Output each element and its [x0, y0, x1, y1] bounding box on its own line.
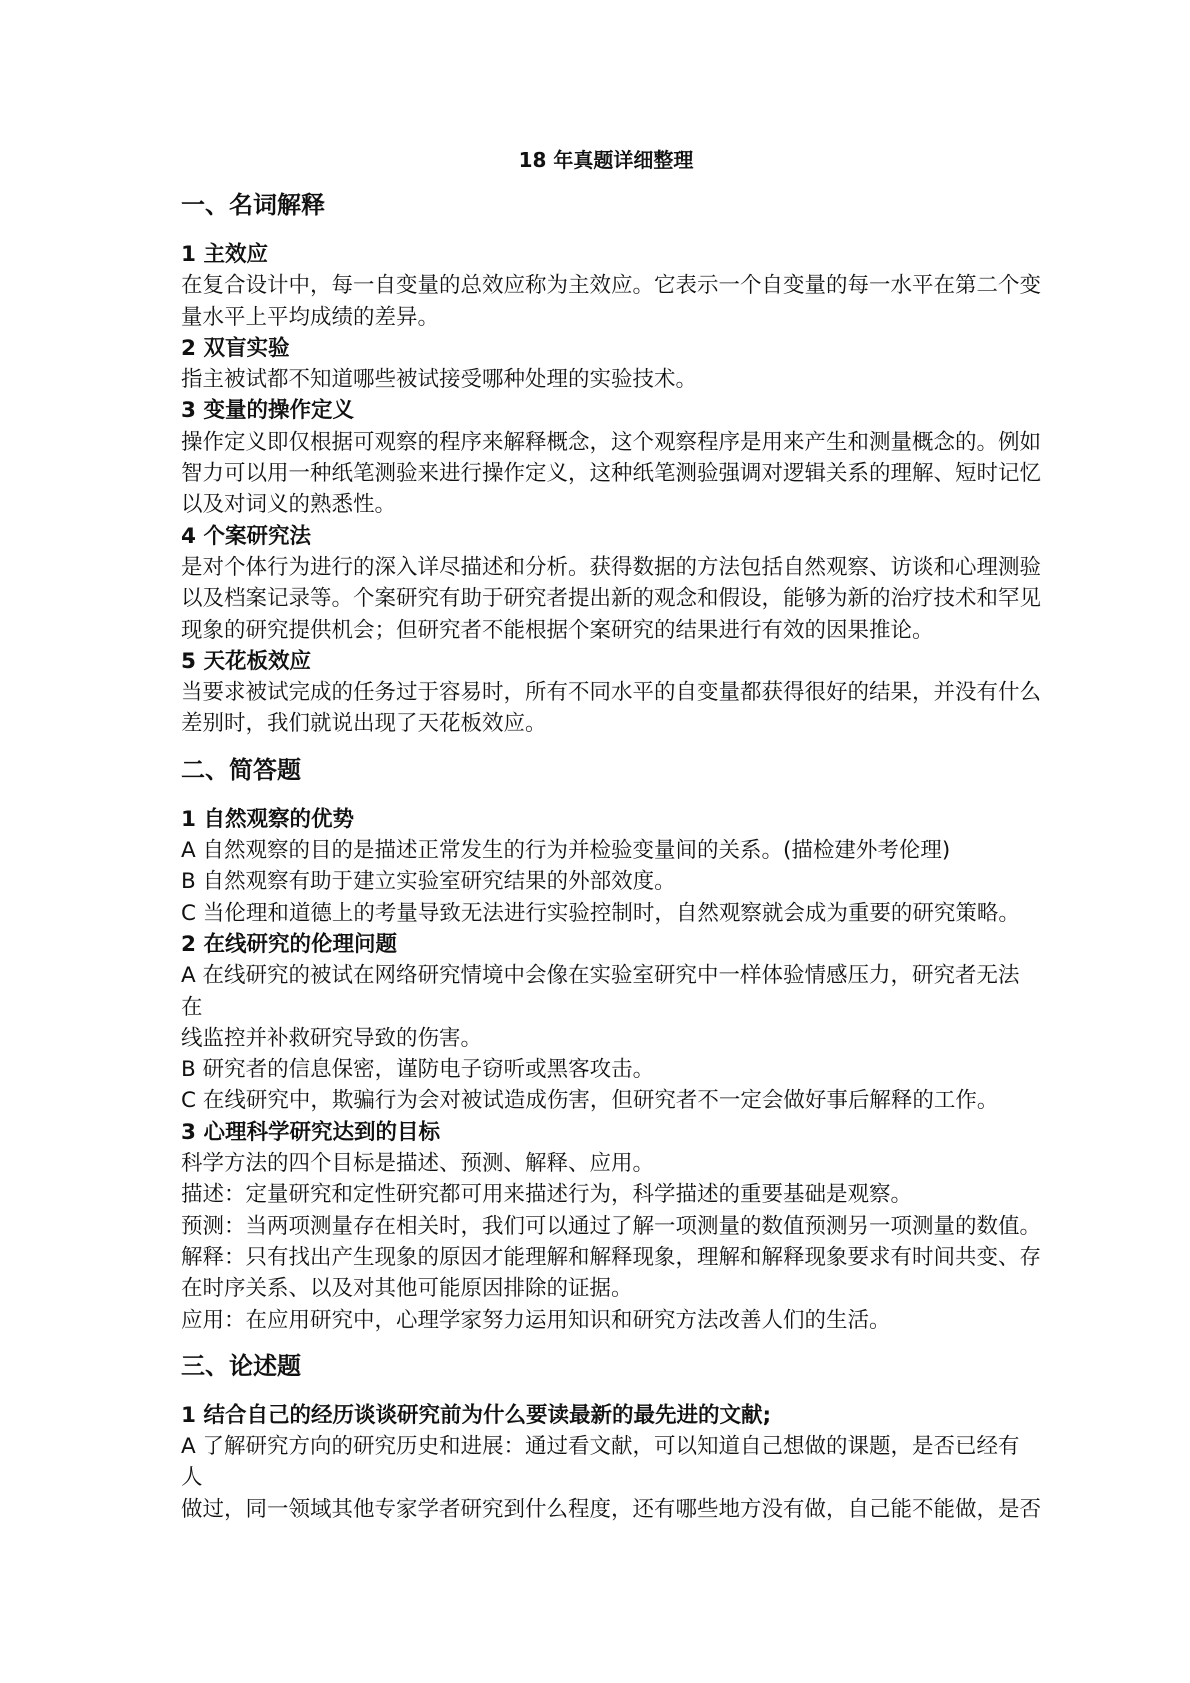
answer-text-line: A 在线研究的被试在网络研究情境中会像在实验室研究中一样体验情感压力，研究者无法	[181, 963, 1020, 989]
answer-text-line: A 自然观察的目的是描述正常发生的行为并检验变量间的关系。(描检建外考伦理)	[181, 838, 951, 864]
question-heading: 1 结合自己的经历谈谈研究前为什么要读最新的最先进的文献;	[181, 1402, 772, 1428]
answer-text-line: 是对个体行为进行的深入详尽描述和分析。获得数据的方法包括自然观察、访谈和心理测验	[181, 554, 1042, 580]
document-body	[181, 190, 1041, 1525]
section-heading: 一、名词解释	[181, 191, 325, 219]
question-heading: 1 自然观察的优势	[181, 806, 354, 832]
answer-text-line: C 在线研究中，欺骗行为会对被试造成伤害，但研究者不一定会做好事后解释的工作。	[181, 1088, 999, 1114]
question-heading: 2 双盲实验	[181, 335, 290, 361]
answer-text-line: 解释：只有找出产生现象的原因才能理解和解释现象，理解和解释现象要求有时间共变、存	[181, 1244, 1042, 1270]
answer-text-line: B 自然观察有助于建立实验室研究结果的外部效度。	[181, 869, 676, 895]
section-heading: 三、论述题	[181, 1351, 301, 1380]
answer-text-line: 现象的研究提供机会；但研究者不能根据个案研究的结果进行有效的因果推论。	[181, 617, 934, 643]
answer-text-line: 在	[181, 994, 203, 1020]
document-page	[181, 145, 1041, 1525]
answer-text-line: 量水平上平均成绩的差异。	[181, 304, 440, 330]
answer-text-line: 预测：当两项测量存在相关时，我们可以通过了解一项测量的数值预测另一项测量的数值。	[181, 1213, 1042, 1239]
answer-text-line: 差别时，我们就说出现了天花板效应。	[181, 711, 547, 737]
question-heading: 3 心理科学研究达到的目标	[181, 1119, 440, 1145]
question-heading: 3 变量的操作定义	[181, 398, 354, 424]
answer-text-line: C 当伦理和道德上的考量导致无法进行实验控制时，自然观察就会成为重要的研究策略。	[181, 900, 1020, 926]
section-heading: 二、简答题	[181, 755, 301, 784]
answer-text-line: 在复合设计中，每一自变量的总效应称为主效应。它表示一个自变量的每一水平在第二个变	[181, 273, 1042, 299]
answer-text-line: 应用：在应用研究中，心理学家努力运用知识和研究方法改善人们的生活。	[181, 1307, 891, 1333]
question-heading: 4 个案研究法	[181, 523, 311, 549]
answer-text-line: 人	[181, 1465, 203, 1491]
answer-text-line: 以及档案记录等。个案研究有助于研究者提出新的观念和假设，能够为新的治疗技术和罕见	[181, 586, 1042, 612]
answer-text-line: A 了解研究方向的研究历史和进展：通过看文献，可以知道自己想做的课题，是否已经有	[181, 1434, 1020, 1460]
answer-text-line: 做过，同一领域其他专家学者研究到什么程度，还有哪些地方没有做，自己能不能做，是否	[181, 1496, 1042, 1522]
answer-text-line: 指主被试都不知道哪些被试接受哪种处理的实验技术。	[181, 367, 698, 393]
answer-text-line: 操作定义即仅根据可观察的程序来解释概念，这个观察程序是用来产生和测量概念的。例如	[181, 429, 1042, 455]
question-heading: 2 在线研究的伦理问题	[181, 931, 397, 957]
answer-text-line: 线监控并补救研究导致的伤害。	[181, 1025, 483, 1051]
question-heading: 1 主效应	[181, 242, 268, 267]
answer-text-line: 在时序关系、以及对其他可能原因排除的证据。	[181, 1276, 633, 1302]
document-title: 18 年真题详细整理	[518, 148, 694, 172]
answer-text-line: 当要求被试完成的任务过于容易时，所有不同水平的自变量都获得很好的结果，并没有什么	[181, 680, 1042, 706]
answer-text-line: 描述：定量研究和定性研究都可用来描述行为，科学描述的重要基础是观察。	[181, 1182, 913, 1208]
answer-text-line: 智力可以用一种纸笔测验来进行操作定义，这种纸笔测验强调对逻辑关系的理解、短时记忆	[181, 461, 1042, 487]
answer-text-line: 以及对词义的熟悉性。	[181, 492, 397, 518]
question-heading: 5 天花板效应	[181, 648, 311, 674]
answer-text-line: B 研究者的信息保密，谨防电子窃听或黑客攻击。	[181, 1057, 655, 1083]
answer-text-line: 科学方法的四个目标是描述、预测、解释、应用。	[181, 1151, 655, 1177]
